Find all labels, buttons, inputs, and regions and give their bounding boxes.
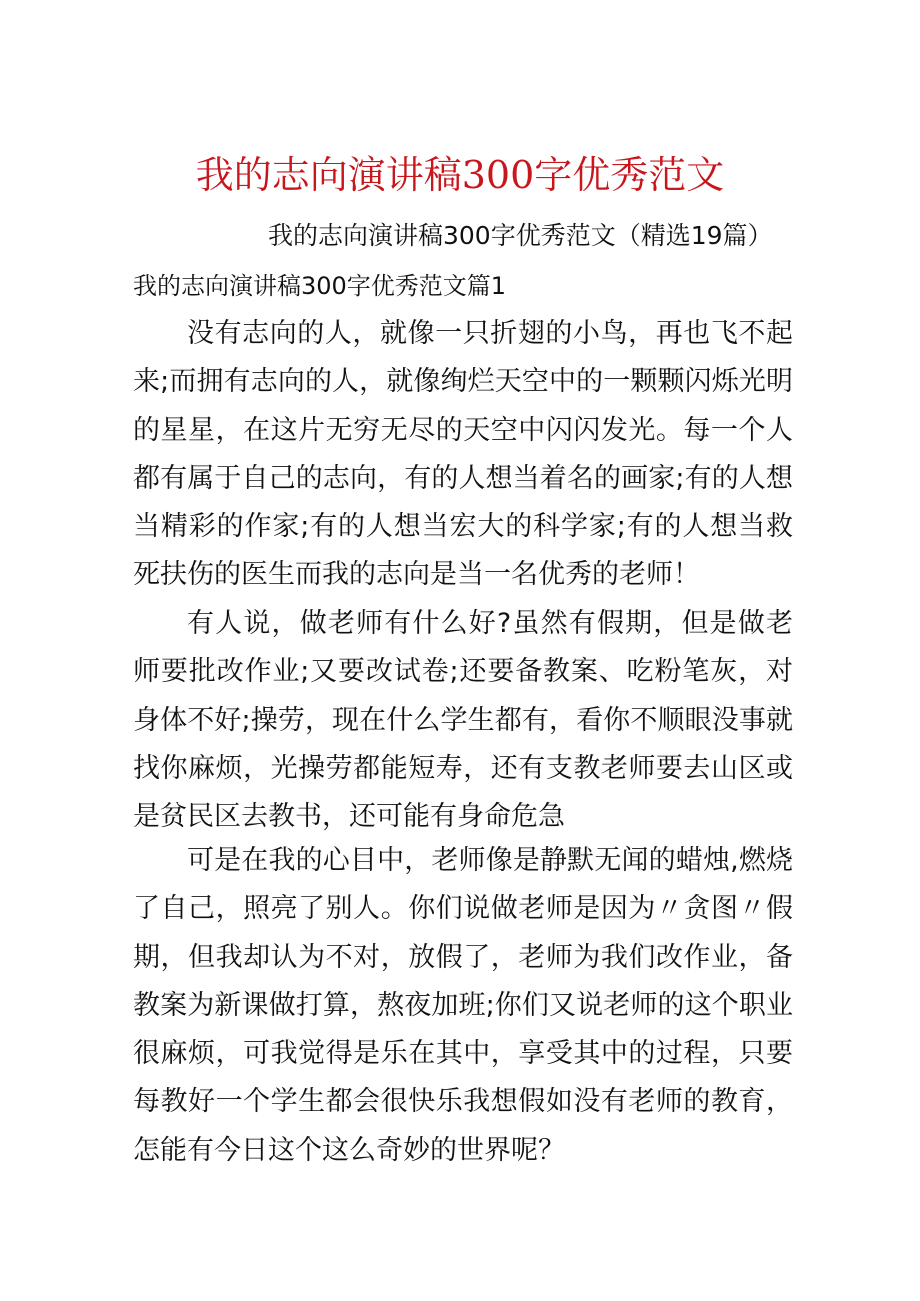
document-subtitle: 我的志向演讲稿300字优秀范文（精选19篇） bbox=[268, 221, 773, 250]
body-paragraph: 有人说，做老师有什么好?虽然有假期，但是做老师要批改作业;又要改试卷;还要备教案、吃粉笔灰，对身体不好;操劳，现在什么学生都有，看你不顺眼没事就找你麻烦，光操劳都能短寿，还有支教老师要去山区或是贫民区去教书，还可能有身命危急 bbox=[133, 608, 793, 833]
section-heading: 我的志向演讲稿300字优秀范文篇1 bbox=[133, 272, 507, 300]
document-title: 我的志向演讲稿300字优秀范文 bbox=[195, 153, 725, 197]
body-paragraph: 可是在我的心目中，老师像是静默无闻的蜡烛,燃烧了自己，照亮了别人。你们说做老师是因为〃贪图〃假期，但我却认为不对，放假了，老师为我们改作业，备教案为新课做打算，熬夜加班;你们又说老师的这个职业很麻烦，可我觉得是乐在其中，享受其中的过程，只要每教好一个学生都会很快乐我想假如没有老师的教育，怎能有今日这个这么奇妙的世界呢？ bbox=[133, 845, 793, 1166]
body-paragraph: 没有志向的人，就像一只折翅的小鸟，再也飞不起来;而拥有志向的人，就像绚烂天空中的一颗颗闪烁光明的星星，在这片无穷无尽的天空中闪闪发光。每一个人都有属于自己的志向，有的人想当着名的画家;有的人想当精彩的作家;有的人想当宏大的科学家;有的人想当救死扶伤的医生而我的志向是当一名优秀的老师！ bbox=[133, 318, 793, 591]
